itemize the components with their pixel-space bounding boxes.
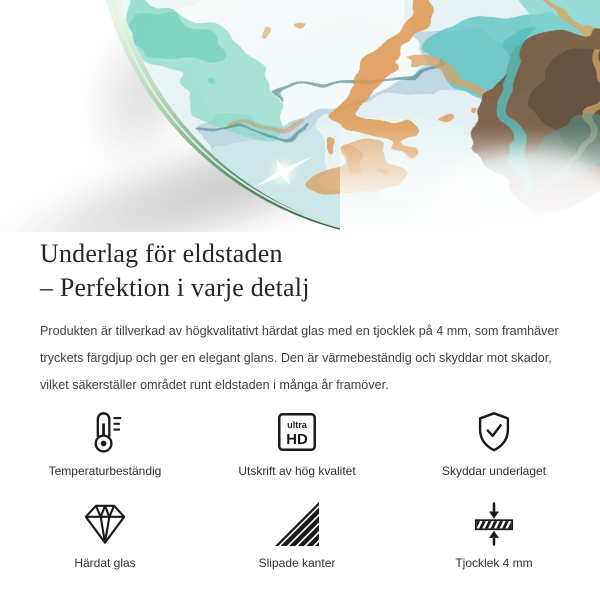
feature-label: Utskrift av hög kvalitet	[238, 464, 356, 478]
diamond-icon	[82, 501, 128, 547]
page-title-line1: Underlag för eldstaden	[40, 239, 283, 268]
product-photo-glass-panel	[0, 0, 600, 232]
glass-panel-image	[0, 0, 600, 232]
feature-label: Temperaturbeständig	[48, 464, 162, 478]
thickness-icon	[471, 501, 517, 547]
feature-label: Härdat glas	[74, 556, 136, 570]
feature-label: Slipade kanter	[258, 556, 336, 570]
feature-protects-surface	[396, 409, 592, 479]
feature-label: Skyddar underlaget	[441, 464, 547, 478]
hd-label: HD	[286, 431, 308, 448]
ultra-label: ultra	[287, 420, 307, 431]
feature-polished-edges	[198, 501, 396, 571]
product-info-section	[0, 237, 600, 571]
feature-tempered-glass	[12, 501, 198, 571]
feature-temperature-resistant	[12, 409, 198, 479]
feature-high-quality-print	[198, 409, 396, 479]
beveled-edges-icon	[274, 501, 320, 547]
feature-thickness-4mm	[396, 501, 592, 571]
shield-check-icon	[471, 409, 517, 455]
product-description: Produkten är tillverkad av högkvalitativt härdat glas med en tjocklek på 4 mm, som framhäver tryckets färgdjup och ger en elegant glans. Den är värmebeständig och skyddar mot skador, vilket säkerställer området runt eldstaden i många år framöver.	[40, 324, 559, 392]
thermometer-icon	[82, 409, 128, 455]
ultra-hd-icon	[274, 409, 320, 455]
page-title-line2: – Perfektion i varje detalj	[40, 273, 310, 302]
feature-label: Tjocklek 4 mm	[455, 556, 533, 570]
page-title	[40, 237, 560, 305]
feature-grid	[12, 409, 560, 571]
